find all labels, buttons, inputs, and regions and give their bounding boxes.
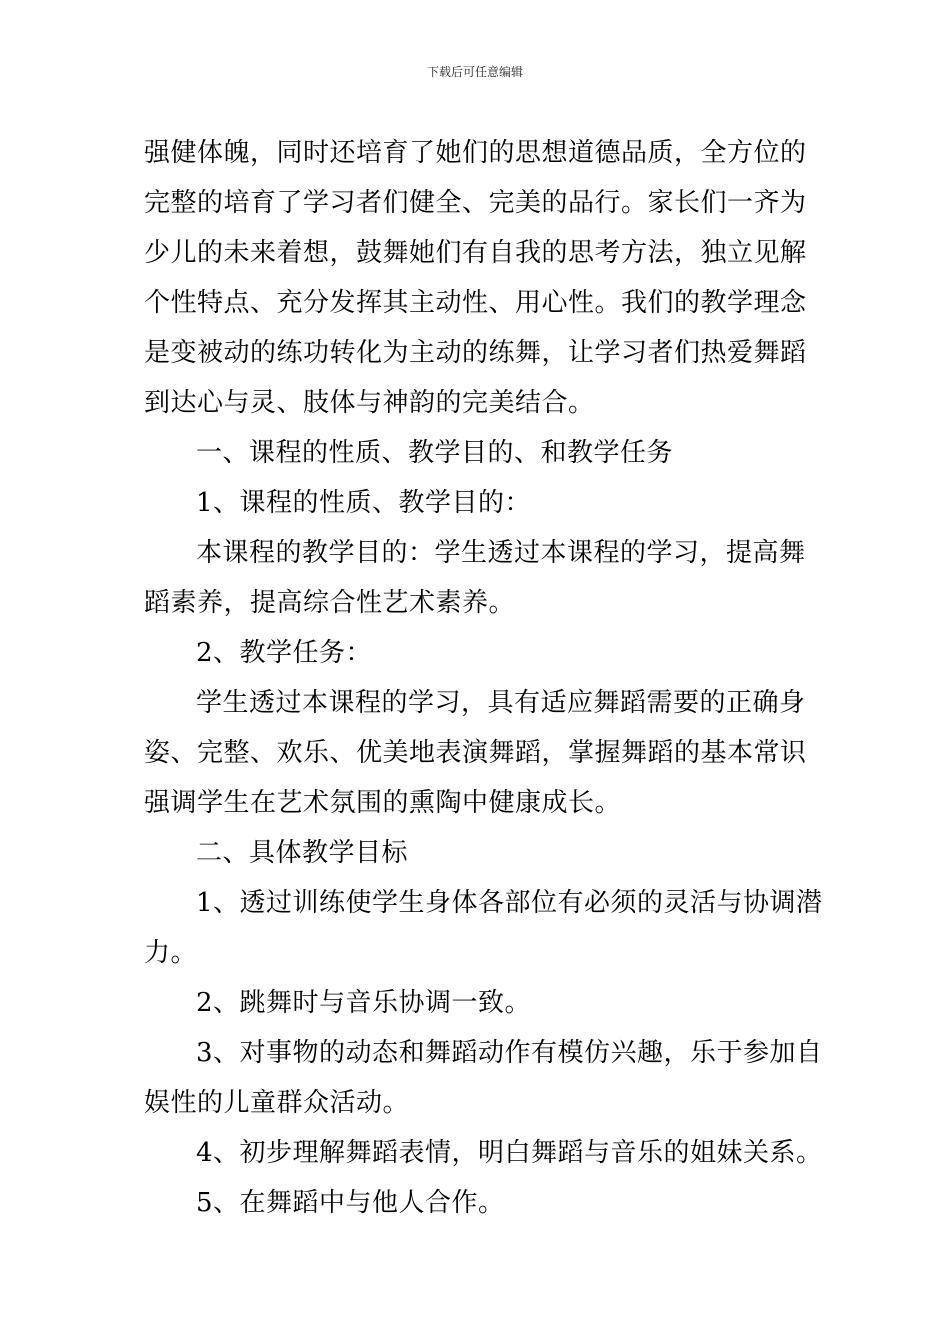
list-item: 3、对事物的动态和舞蹈动作有模仿兴趣，乐于参加自 (196, 1038, 823, 1068)
paragraph-line: 姿、完整、欢乐、优美地表演舞蹈，掌握舞蹈的基本常识 (144, 738, 807, 768)
paragraph-line: 到达心与灵、肢体与神韵的完美结合。 (144, 388, 595, 418)
paragraph-line: 是变被动的练功转化为主动的练舞，让学习者们热爱舞蹈 (144, 338, 807, 368)
paragraph-line: 本课程的教学目的：学生透过本课程的学习，提高舞 (196, 538, 806, 568)
paragraph-line: 少儿的未来着想，鼓舞她们有自我的思考方法，独立见解 (144, 238, 807, 268)
list-item: 5、在舞蹈中与他人合作。 (196, 1188, 505, 1218)
paragraph-line: 蹈素养，提高综合性艺术素养。 (144, 588, 516, 618)
list-item-continuation: 力。 (144, 938, 198, 968)
page-header: 下载后可任意编辑 (426, 65, 523, 79)
paragraph-line: 完整的培育了学习者们健全、完美的品行。家长们一齐为 (144, 188, 807, 218)
subsection-heading: 2、教学任务： (196, 638, 373, 668)
paragraph-line: 强调学生在艺术氛围的熏陶中健康成长。 (144, 788, 622, 818)
section-heading: 二、具体教学目标 (196, 838, 409, 868)
paragraph-line: 学生透过本课程的学习，具有适应舞蹈需要的正确身 (196, 688, 806, 718)
body-text (144, 128, 823, 1228)
section-heading: 一、课程的性质、教学目的、和教学任务 (196, 438, 674, 468)
list-item: 1、透过训练使学生身体各部位有必须的灵活与协调潜 (196, 888, 823, 918)
paragraph-line: 强健体魄，同时还培育了她们的思想道德品质，全方位的 (144, 138, 807, 168)
list-item: 2、跳舞时与音乐协调一致。 (196, 988, 532, 1018)
paragraph-line: 个性特点、充分发挥其主动性、用心性。我们的教学理念 (144, 288, 807, 318)
list-item-continuation: 娱性的儿童群众活动。 (144, 1088, 410, 1118)
subsection-heading: 1、课程的性质、教学目的： (196, 488, 532, 518)
list-item: 4、初步理解舞蹈表情，明白舞蹈与音乐的姐妹关系。 (196, 1138, 823, 1168)
